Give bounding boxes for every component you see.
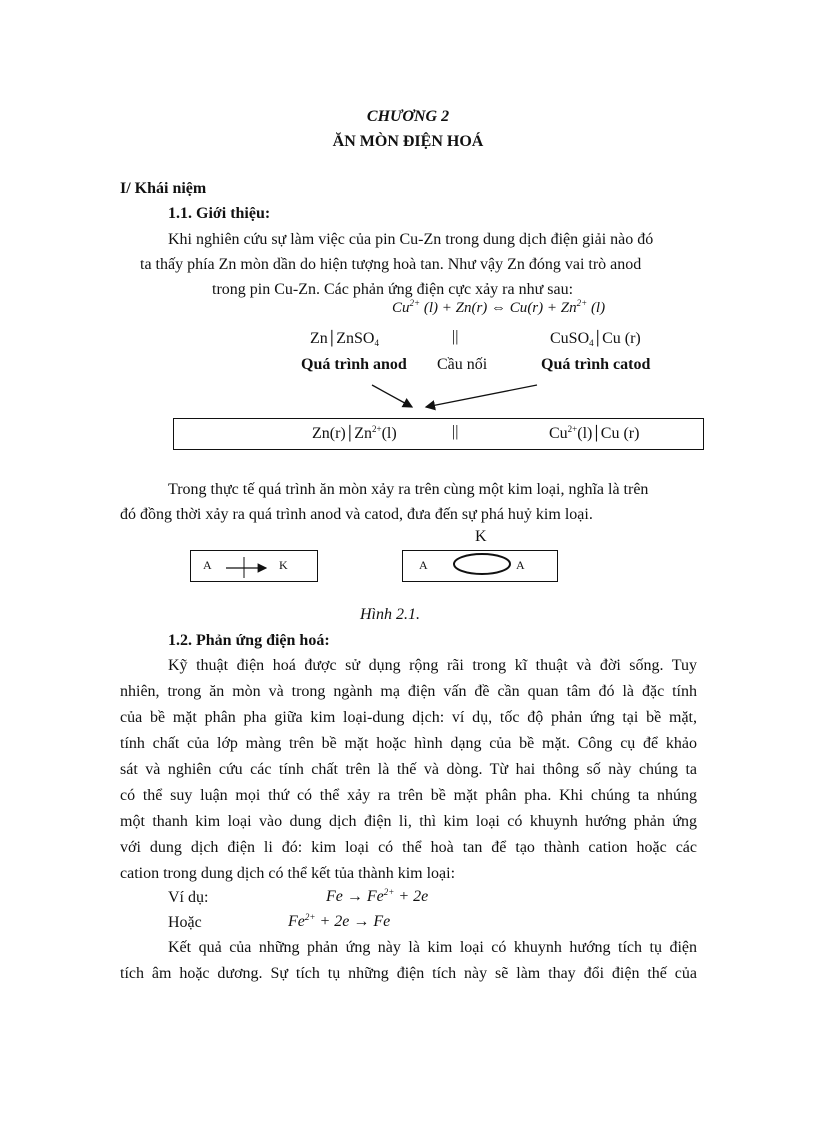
example-label-2: Hoặc (168, 914, 202, 931)
combined-anode: $Zn(r)│Zn^{2+}(l)$ (312, 424, 397, 442)
para3-line-7: một thanh kim loại vào dung dịch điện li, thì kim loại có khuynh hướng phản ứng (120, 813, 697, 830)
para2-line-1: Trong thực tế quá trình ăn mòn xảy ra trên cùng một kim loại, nghĩa là trên (168, 481, 649, 498)
figure-caption: Hình 2.1. (360, 606, 420, 623)
combined-cathode: $Cu^{2+}(l)│Cu$ (r) (549, 424, 640, 442)
cathode-process-label: Quá trình catod (541, 356, 651, 373)
figure-right-anode-1: A (419, 558, 428, 572)
bridge-label: Cầu nối (437, 356, 488, 373)
figure-left-anode: A (203, 558, 212, 572)
example-equation-2: $Fe^{2+} + 2e \to Fe$ (288, 912, 391, 930)
figure-left-cathode: K (279, 558, 288, 572)
cathode-half-cell: CuSO$_4$│Cu (r) (550, 330, 641, 348)
section-heading: I/ Khái niệm (120, 180, 207, 197)
anode-half-cell: Zn│ZnSO$_4$ (310, 330, 379, 348)
figure-right-cathode: K (475, 528, 487, 545)
para3-line-6: có thể suy luận mọi thứ có thể xảy ra trên bề mặt phân pha. Khi chúng ta nhúng (120, 787, 697, 804)
para3-line-2: nhiên, trong ăn mòn và trong ngành mạ điện vấn đề cần quan tâm đó là đặc tính (120, 683, 697, 700)
para3-line-1: Kỹ thuật điện hoá được sử dụng rộng rãi trong kĩ thuật và đời sống. Tuy (168, 657, 697, 674)
chapter-label: CHƯƠNG 2 (366, 108, 450, 125)
example-label-1: Ví dụ: (168, 889, 209, 906)
chapter-title: ĂN MÒN ĐIỆN HOÁ (332, 133, 484, 150)
figure-right-anode-2: A (516, 558, 525, 572)
para4-line-1: Kết quả của những phản ứng này là kim loại có khuynh hướng tích tụ điện (168, 939, 697, 956)
reaction-equation: $Cu^{2+}$ (l) + Zn(r) ⇔ $Cu(r) + Zn^{2+}$ (l) (392, 298, 606, 316)
para3-line-3: của bề mặt phân pha giữa kim loại-dung dịch: ví dụ, tốc độ phản ứng tại bề mặt, (120, 709, 697, 726)
para4-line-2: tích âm hoặc dương. Sự tích tụ những điện tích này sẽ làm thay đổi điện thế của (120, 965, 697, 982)
example-equation-1: $Fe \to Fe^{2+} + 2e$ (326, 887, 429, 905)
para2-line-2: đó đồng thời xảy ra quá trình anod và catod, đưa đến sự phá huỷ kim loại. (120, 506, 593, 523)
anode-arrow (372, 385, 412, 407)
para3-line-5: sát và nghiên cứu các tính chất trên là thế và dòng. Từ hai thông số này chúng ta (120, 761, 697, 778)
para3-line-9: cation trong dung dịch có thể kết tủa thành kim loại: (120, 865, 456, 882)
para3-line-8: với dung dịch điện li đó: kim loại có thể hoà tan để tạo thành cation hoặc các (120, 839, 697, 856)
combined-bridge: || (452, 423, 459, 440)
subsection-heading-1-2: 1.2. Phản ứng điện hoá: (168, 632, 330, 649)
subsection-heading-1-1: 1.1. Giới thiệu: (168, 205, 271, 222)
para3-line-4: tính chất của lớp màng trên bề mặt hoặc hình dạng của bề mặt. Công cụ để khảo (120, 735, 697, 752)
intro-line-1: Khi nghiên cứu sự làm việc của pin Cu-Zn trong dung dịch điện giải nào đó (168, 231, 654, 248)
intro-line-2: ta thấy phía Zn mòn dần do hiện tượng hoà tan. Như vậy Zn đóng vai trò anod (140, 256, 642, 273)
cathode-arrow (426, 385, 537, 407)
intro-line-3: trong pin Cu-Zn. Các phản ứng điện cực xảy ra như sau: (212, 281, 574, 298)
salt-bridge-symbol: || (452, 328, 459, 345)
anode-process-label: Quá trình anod (301, 356, 407, 373)
